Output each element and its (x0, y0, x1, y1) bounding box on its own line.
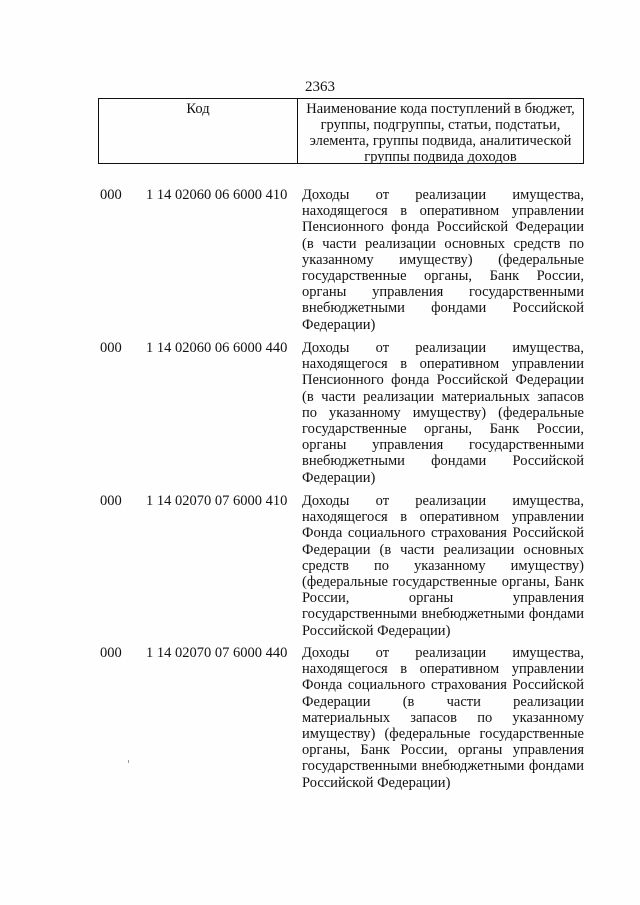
header-code-column: Код (99, 99, 298, 163)
admin-code: 000 (100, 493, 122, 509)
scan-speck (128, 760, 129, 763)
income-description: Доходы от реализации имущества, находящегося в оперативном управлении Фонда социального страхования Российской Федерации (в части реализации материальных запасов по указанному имуществу) (федеральные государственные органы, Банк России, органы управления государственными внебюджетными фондами Российской Федерации) (302, 645, 584, 791)
income-code: 1 14 02070 07 6000 410 (146, 493, 288, 509)
income-description: Доходы от реализации имущества, находящегося в оперативном управлении Фонда социального страхования Российской Федерации (в части реализации основных средств по указанному имуществу) (федеральные государственные органы, Банк России, органы управления государственными внебюджетными фондами Российской Федерации) (302, 493, 584, 639)
admin-code: 000 (100, 187, 122, 203)
income-description: Доходы от реализации имущества, находящегося в оперативном управлении Пенсионного фонда Российской Федерации (в части реализации основных средств по указанному имуществу) (федеральные государственные органы, Банк России, органы управления государственными внебюджетными фондами Российской Федерации) (302, 187, 584, 333)
admin-code: 000 (100, 340, 122, 356)
income-code: 1 14 02060 06 6000 410 (146, 187, 288, 203)
income-code: 1 14 02060 06 6000 440 (146, 340, 288, 356)
income-description: Доходы от реализации имущества, находящегося в оперативном управлении Пенсионного фонда Российской Федерации (в части реализации материальных запасов по указанному имуществу) (федеральные государственные органы, Банк России, органы управления государственными внебюджетными фондами Российской Федерации) (302, 340, 584, 486)
table-header (98, 98, 584, 164)
admin-code: 000 (100, 645, 122, 661)
header-name-column: Наименование кода поступлений в бюджет, группы, подгруппы, статьи, подстатьи, элемента, группы подвида, аналитической группы подвида доходов (306, 101, 575, 165)
page-number: 2363 (305, 79, 335, 95)
income-code: 1 14 02070 07 6000 440 (146, 645, 288, 661)
